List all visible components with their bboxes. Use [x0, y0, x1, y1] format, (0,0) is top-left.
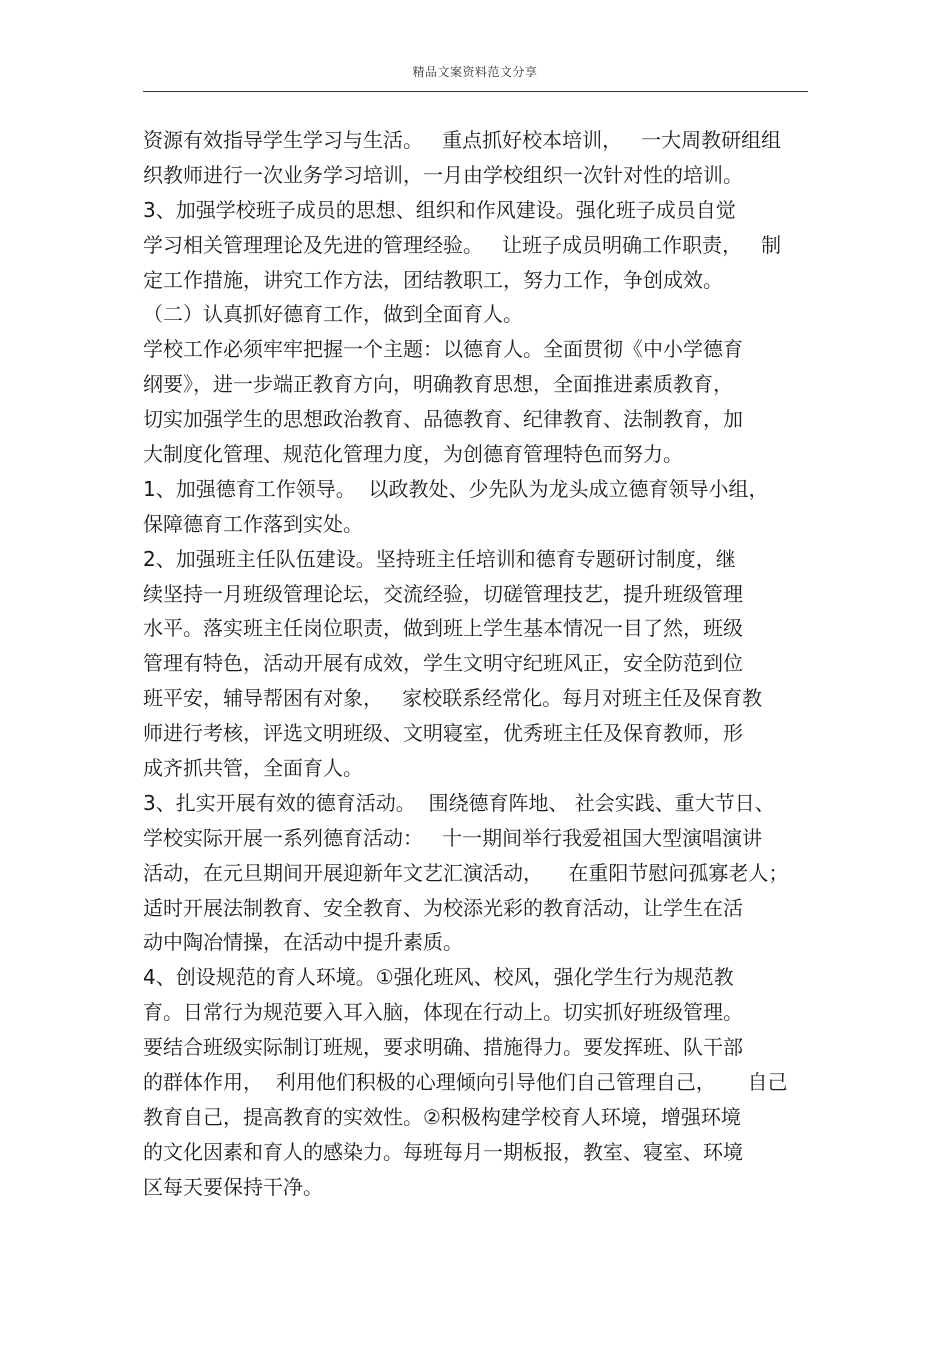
text-line: 3、扎实开展有效的德育活动。 围绕德育阵地、 社会实践、重大节日、	[143, 790, 775, 815]
text-line: 资源有效指导学生学习与生活。 重点抓好校本培训， 一大周教研组组	[143, 128, 782, 152]
text-line: 2、加强班主任队伍建设。坚持班主任培训和德育专题研讨制度，继	[143, 546, 736, 571]
text-line: 3、加强学校班子成员的思想、组织和作风建设。强化班子成员自觉	[143, 197, 736, 222]
text-line: 育。日常行为规范要入耳入脑，体现在行动上。切实抓好班级管理。	[143, 1000, 743, 1025]
text-line: 要结合班级实际制订班规，要求明确、措施得力。要发挥班、队干部	[143, 1035, 743, 1060]
text-line: 适时开展法制教育、安全教育、为校添光彩的教育活动，让学生在活	[143, 895, 743, 920]
text-line: 师进行考核，评选文明班级、文明寝室，优秀班主任及保育教师，形	[143, 721, 743, 746]
text-line: 织教师进行一次业务学习培训，一月由学校组织一次针对性的培训。	[143, 162, 743, 187]
text-line: （二）认真抓好德育工作，做到全面育人。	[143, 302, 523, 327]
text-line: 学校实际开展一系列德育活动： 十一期间举行我爱祖国大型演唱演讲	[143, 825, 763, 850]
text-line: 保障德育工作落到实处。	[143, 511, 363, 536]
document-body	[143, 123, 813, 1205]
text-line: 切实加强学生的思想政治教育、品德教育、纪律教育、法制教育，加	[143, 407, 743, 432]
text-line: 教育自己，提高教育的实效性。②积极构建学校育人环境，增强环境	[143, 1104, 741, 1129]
text-line: 定工作措施，讲究工作方法，团结教职工，努力工作，争创成效。	[143, 267, 723, 292]
text-line: 大制度化管理、规范化管理力度，为创德育管理特色而努力。	[143, 442, 683, 467]
text-line: 续坚持一月班级管理论坛，交流经验，切磋管理技艺，提升班级管理	[143, 581, 743, 606]
text-line: 动中陶冶情操，在活动中提升素质。	[143, 930, 463, 955]
text-line: 4、创设规范的育人环境。①强化班风、校风，强化学生行为规范教	[143, 965, 734, 990]
text-line: 的群体作用， 利用他们积极的心理倾向引导他们自己管理自己， 自己	[143, 1070, 788, 1095]
text-line: 的文化因素和育人的感染力。每班每月一期板报，教室、寝室、环境	[143, 1139, 743, 1164]
text-line: 纲要》，进一步端正教育方向，明确教育思想，全面推进素质教育，	[143, 372, 733, 397]
text-line: 区每天要保持干净。	[143, 1174, 323, 1199]
header-divider	[143, 91, 808, 92]
text-line: 活动，在元旦期间开展迎新年文艺汇演活动， 在重阳节慰问孤寡老人；	[143, 860, 789, 885]
page-header: 精品文案资料范文分享	[412, 65, 538, 79]
text-line: 1、加强德育工作领导。 以政教处、少先队为龙头成立德育领导小组，	[143, 476, 769, 501]
text-line: 成齐抓共管，全面育人。	[143, 756, 363, 781]
text-line: 班平安，辅导帮困有对象， 家校联系经常化。每月对班主任及保育教	[143, 686, 763, 711]
text-line: 学习相关管理理论及先进的管理经验。 让班子成员明确工作职责， 制	[143, 232, 782, 257]
text-line: 管理有特色，活动开展有成效，学生文明守纪班风正，安全防范到位	[143, 651, 743, 676]
text-line: 水平。落实班主任岗位职责，做到班上学生基本情况一目了然，班级	[143, 616, 743, 641]
text-line: 学校工作必须牢牢把握一个主题：以德育人。全面贯彻《中小学德育	[143, 337, 743, 362]
